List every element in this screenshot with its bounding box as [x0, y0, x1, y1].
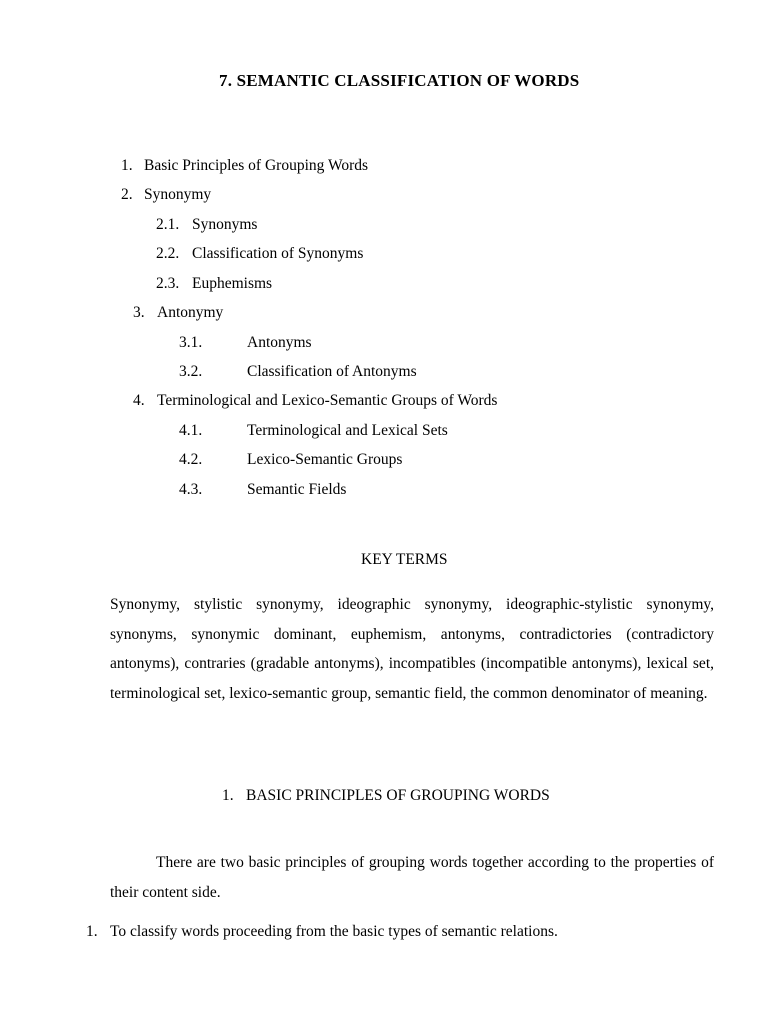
- section-heading: [222, 786, 550, 806]
- contents-item-label: Synonyms: [192, 216, 258, 233]
- contents-item-number: 1.: [121, 157, 133, 174]
- contents-item-label: Semantic Fields: [247, 481, 347, 498]
- contents-item-4: [133, 391, 497, 411]
- contents-item-label: Euphemisms: [192, 275, 273, 292]
- contents-item-4-2: [179, 450, 402, 470]
- contents-item-number: 2.1.: [156, 216, 180, 233]
- contents-item-1: [121, 156, 368, 176]
- contents-item-2: [121, 185, 211, 205]
- contents-item-number: 3.: [133, 304, 145, 321]
- contents-item-number: 2.3.: [156, 275, 180, 292]
- section-paragraph: There are two basic principles of grouping words together according to the properties of their content side.: [110, 854, 714, 901]
- contents-item-2-3: [156, 274, 272, 294]
- contents-item-number: 2.2.: [156, 245, 180, 262]
- contents-item-label: Terminological and Lexical Sets: [247, 422, 448, 439]
- contents-item-number: 4.: [133, 392, 145, 409]
- contents-item-label: Basic Principles of Grouping Words: [144, 157, 369, 174]
- contents-item-label: Classification of Synonyms: [192, 245, 364, 262]
- contents-item-number: 3.1.: [179, 334, 203, 351]
- section-title: BASIC PRINCIPLES OF GROUPING WORDS: [246, 787, 550, 804]
- contents-item-2-2: [156, 244, 363, 264]
- contents-item-number: 4.3.: [179, 481, 203, 498]
- contents-item-number: 2.: [121, 186, 133, 203]
- contents-item-label: Lexico-Semantic Groups: [247, 451, 403, 468]
- contents-item-label: Classification of Antonyms: [247, 363, 417, 380]
- contents-item-label: Synonymy: [144, 186, 212, 203]
- list-item-number: 1.: [86, 923, 98, 940]
- contents-item-3-1: [179, 333, 312, 353]
- numbered-list-item: [86, 922, 558, 942]
- contents-item-number: 4.2.: [179, 451, 203, 468]
- key-terms-heading: KEY TERMS: [361, 551, 448, 568]
- contents-item-number: 4.1.: [179, 422, 203, 439]
- contents-item-3-2: [179, 362, 417, 382]
- contents-item-number: 3.2.: [179, 363, 203, 380]
- section-number: 1.: [222, 787, 234, 804]
- contents-item-label: Antonyms: [247, 334, 312, 351]
- contents-item-label: Terminological and Lexico-Semantic Groups of Words: [157, 392, 498, 409]
- page-title: 7. SEMANTIC CLASSIFICATION OF WORDS: [219, 71, 580, 90]
- key-terms-text: Synonymy, stylistic synonymy, ideographic synonymy, ideographic-stylistic synonymy, synonyms, synonymic dominant, euphemism, antonyms, contradictories (contradictory antonyms), contraries (gradable antonyms), incompatibles (incompatible antonyms), lexical set, terminological set, lexico-semantic group, semantic field, the common denominator of meaning.: [110, 596, 714, 702]
- contents-item-4-3: [179, 480, 346, 500]
- contents-item-2-1: [156, 215, 257, 235]
- contents-item-label: Antonymy: [157, 304, 224, 321]
- contents-item-3: [133, 303, 223, 323]
- list-item-text: To classify words proceeding from the basic types of semantic relations.: [110, 923, 558, 940]
- contents-item-4-1: [179, 421, 448, 441]
